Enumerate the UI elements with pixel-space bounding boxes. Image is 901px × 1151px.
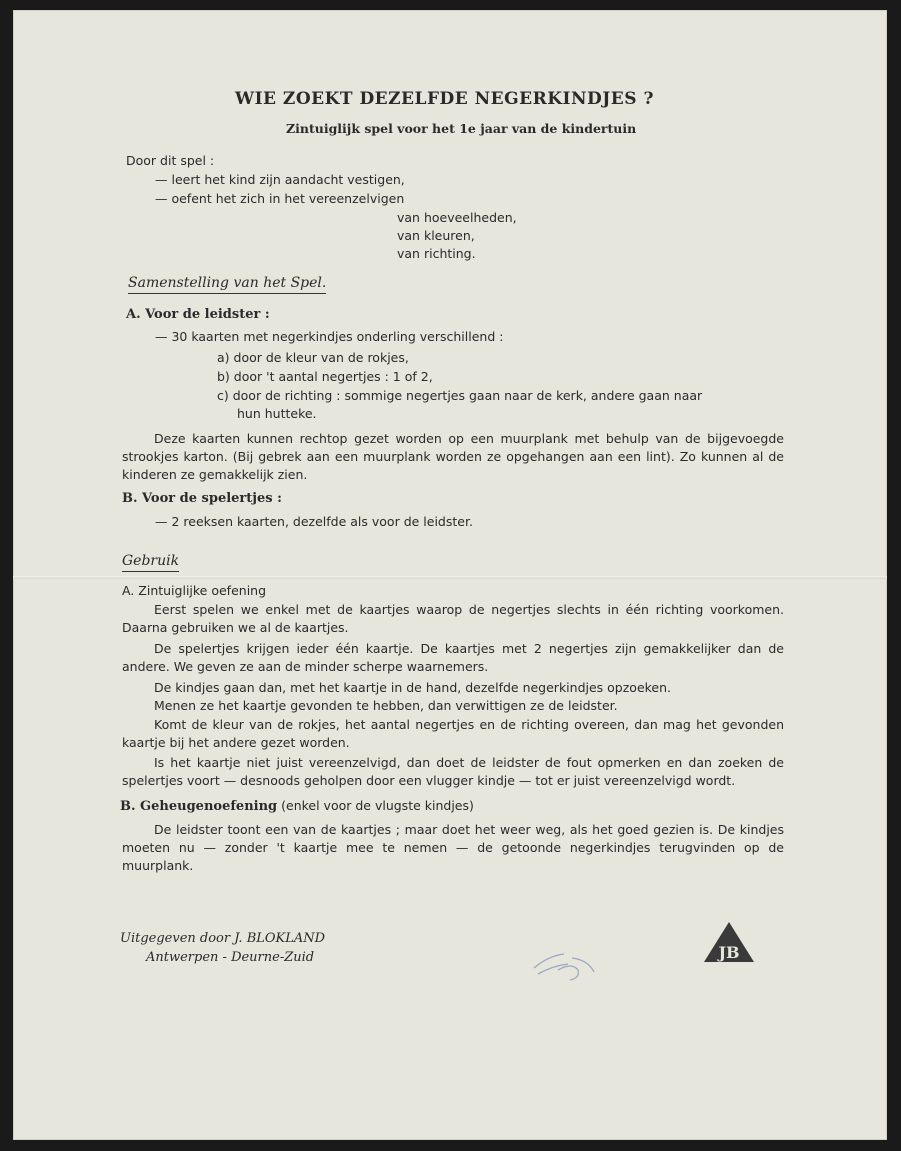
list-item: b) door 't aantal negertjes : 1 of 2,	[217, 369, 433, 384]
publisher-logo	[703, 920, 755, 964]
intro-lead: Door dit spel :	[126, 153, 215, 168]
paragraph: De spelertjes krijgen ieder één kaartje. De kaartjes met 2 negertjes zijn gemakkelijker dan de andere. We geven ze aan de minder scherpe waarnemers.	[122, 641, 784, 674]
publisher-line: Uitgegeven door J. BLOKLAND	[120, 931, 326, 946]
paragraph: Komt de kleur van de rokjes, het aantal negertjes en de richting overeen, dan mag het gevonden kaartje bij het andere gezet worden.	[122, 717, 784, 750]
list-line: — 2 reeksen kaarten, dezelfde als voor de leidster.	[155, 514, 473, 529]
subheading-geheugen	[120, 797, 474, 816]
intro-subline: van kleuren,	[397, 228, 475, 243]
document-sheet	[13, 10, 887, 1140]
subheading-geheugen-label: B. Geheugenoefening	[120, 799, 278, 814]
fold-line	[13, 576, 887, 579]
section-heading-samenstelling: Samenstelling van het Spel.	[128, 274, 326, 294]
paragraph: De kindjes gaan dan, met het kaartje in de hand, dezelfde negerkindjes opzoeken.	[154, 680, 672, 695]
list-item: a) door de kleur van de rokjes,	[217, 350, 409, 365]
paragraph: Is het kaartje niet juist vereenzelvigd, dan doet de leidster de fout opmerken en dan zoeken de spelertjes voort — desnoods geholpen door een vlugger kindje — tot er juist vereenzelvigd wordt.	[122, 755, 784, 788]
intro-line: — oefent het zich in het vereenzelvigen	[155, 191, 405, 206]
subheading-zintuiglijk: A. Zintuiglijke oefening	[122, 583, 267, 598]
subheading-spelertjes: B. Voor de spelertjes :	[122, 491, 282, 506]
document-subtitle: Zintuiglijk spel voor het 1e jaar van de kindertuin	[286, 121, 637, 136]
subheading-leidster: A. Voor de leidster :	[126, 307, 270, 322]
paragraph: De leidster toont een van de kaartjes ; maar doet het weer weg, als het goed gezien is. De kindjes moeten nu — zonder 't kaartje mee te nemen — de getoonde negerkindjes terugvinden op de muurplank.	[122, 822, 784, 873]
paragraph: Eerst spelen we enkel met de kaartjes waarop de negertjes slechts in één richting voorkomen. Daarna gebruiken we al de kaartjes.	[122, 602, 784, 635]
subheading-geheugen-note: (enkel voor de vlugste kindjes)	[281, 798, 474, 813]
intro-line: — leert het kind zijn aandacht vestigen,	[155, 172, 405, 187]
logo-letters: JB	[718, 943, 740, 962]
paragraph: Deze kaarten kunnen rechtop gezet worden op een muurplank met behulp van de bijgevoegde strookjes karton. (Bij gebrek aan een muurplank worden ze opgehangen aan een lint). Zo kunnen al de kinderen ze gemakkelijk zien.	[122, 431, 784, 482]
paragraph: Menen ze het kaartje gevonden te hebben, dan verwittigen ze de leidster.	[154, 698, 618, 713]
document-title: WIE ZOEKT DEZELFDE NEGERKINDJES ?	[235, 89, 654, 109]
pencil-mark-signature	[528, 940, 608, 990]
list-item: c) door de richting : sommige negertjes gaan naar de kerk, andere gaan naar	[217, 388, 703, 403]
intro-subline: van richting.	[397, 246, 476, 261]
list-line: — 30 kaarten met negerkindjes onderling verschillend :	[155, 329, 504, 344]
section-heading-gebruik: Gebruik	[122, 552, 179, 572]
list-item: hun hutteke.	[237, 406, 317, 421]
publisher-address: Antwerpen - Deurne-Zuid	[146, 950, 315, 965]
intro-subline: van hoeveelheden,	[397, 210, 517, 225]
